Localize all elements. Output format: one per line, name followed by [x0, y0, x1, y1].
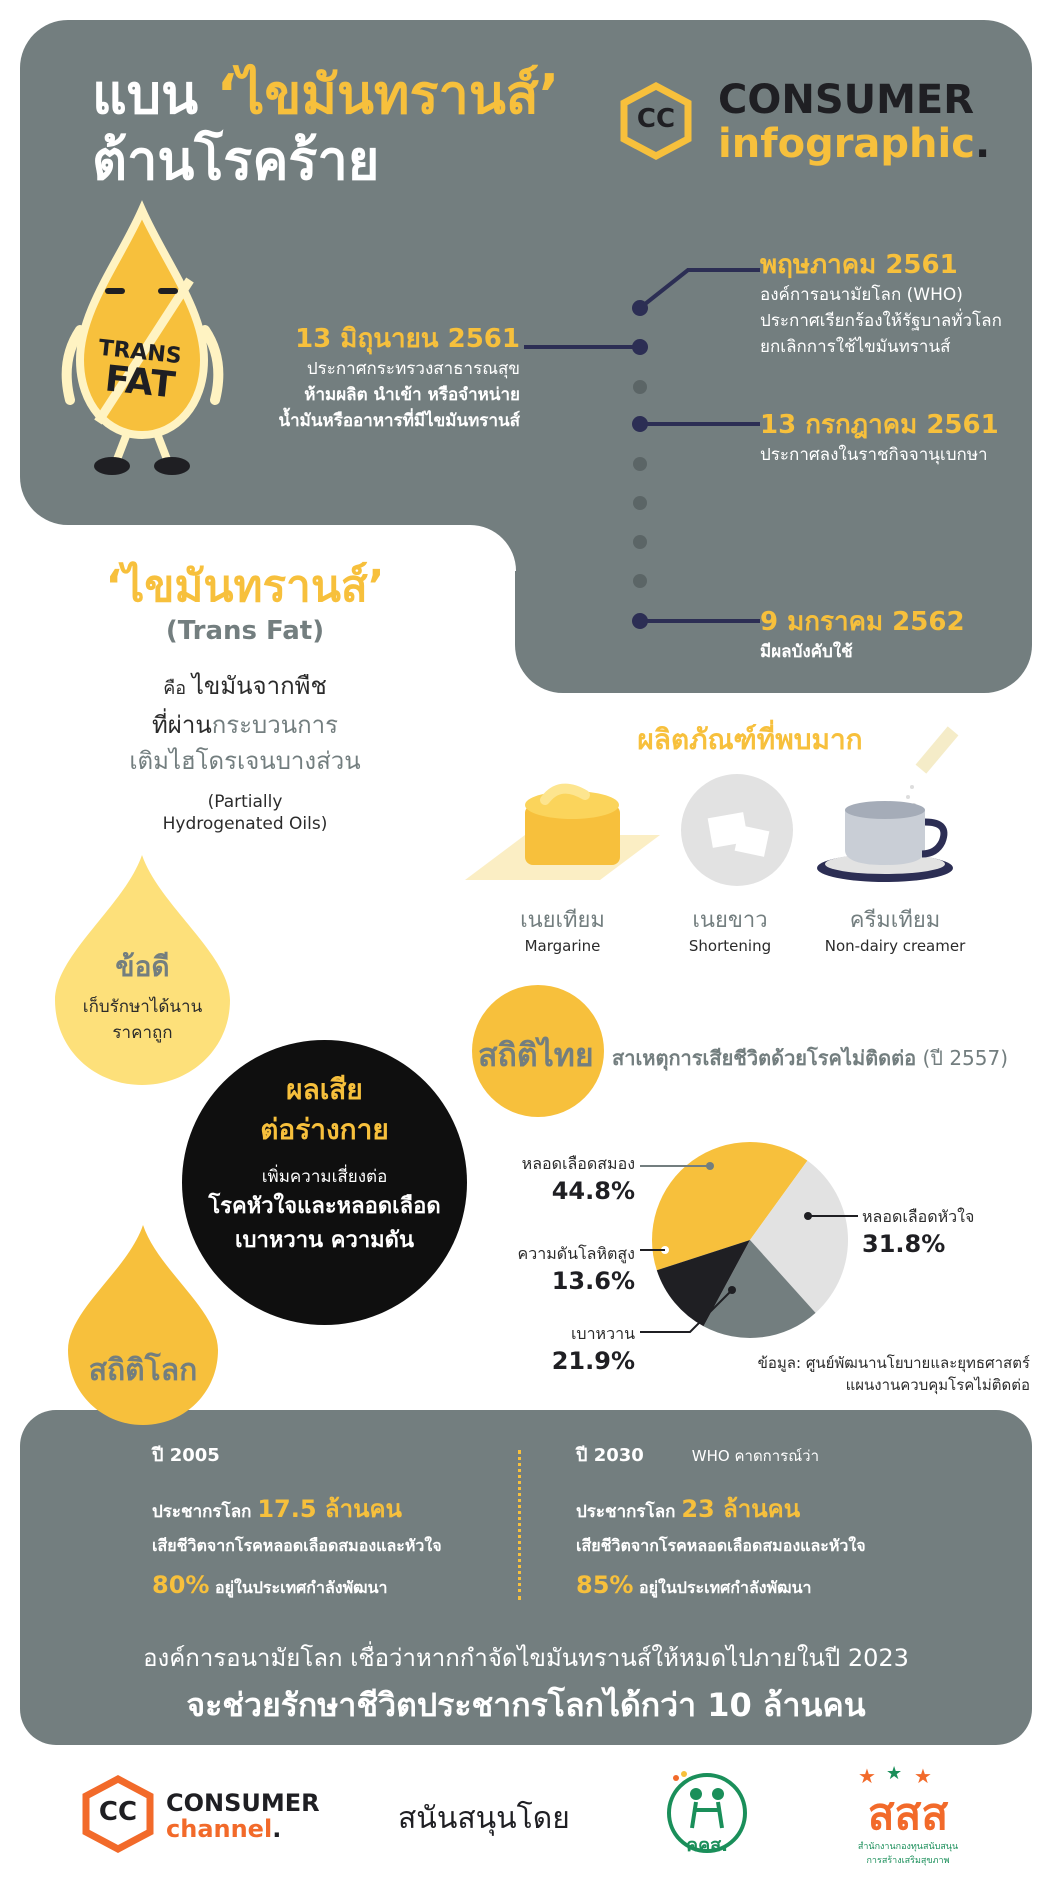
- world-pop-prefix: ประชากรโลก: [152, 1502, 258, 1522]
- world-note: WHO คาดการณ์ว่า: [691, 1447, 820, 1465]
- footer-brand-dot: .: [272, 1815, 282, 1843]
- timeline-event-may: [760, 248, 1030, 360]
- world-conclusion1: องค์การอนามัยโลก เชื่อว่าหากกำจัดไขมันทรานส์ให้หมดไปภายในปี 2023: [143, 1644, 909, 1672]
- partner2-name: สสส: [867, 1789, 949, 1840]
- pie-label: หลอดเลือดหัวใจ: [862, 1207, 975, 1226]
- page-title: [92, 62, 559, 194]
- definition-english-line: Hydrogenated Oils): [162, 814, 328, 834]
- source-line1: ศูนย์พัฒนานโยบายและยุทธศาสตร์: [805, 1354, 1030, 1372]
- timeline-dot: [633, 380, 647, 394]
- definition-highlight: กระบวนการ: [211, 711, 339, 739]
- brand-name-top: CONSUMER: [718, 77, 975, 123]
- world-pct: 80%: [152, 1571, 210, 1599]
- event-line: ยกเลิกการใช้ไขมันทรานส์: [760, 337, 951, 357]
- footer-logo: [82, 1775, 154, 1853]
- svg-text:★: ★: [858, 1765, 876, 1787]
- pros-line1: เก็บรักษาได้นาน: [82, 997, 203, 1017]
- event-line: ประกาศลงในราชกิจจานุเบกษา: [760, 445, 988, 465]
- footer-support: สนันสนุนโดย: [398, 1801, 570, 1836]
- world-pct: 85%: [576, 1571, 634, 1599]
- world-pop-prefix: ประชากรโลก: [576, 1502, 682, 1522]
- world-conclusion2: จะช่วยรักษาชีวิตประชากรโลกได้กว่า 10 ล้านคน: [186, 1686, 866, 1724]
- stats-source: [640, 1352, 1030, 1396]
- pie-label-diabetes: [440, 1322, 635, 1375]
- world-badge-text: สถิติโลก: [88, 1353, 198, 1388]
- pie-value: 31.8%: [862, 1230, 946, 1258]
- pie-value: 44.8%: [551, 1177, 635, 1205]
- pie-label-heart: [862, 1205, 1022, 1258]
- event-date: พฤษภาคม 2561: [760, 250, 958, 280]
- definition-text: ที่ผ่าน: [151, 711, 212, 739]
- pros-title: ข้อดี: [115, 950, 170, 983]
- drop-shape-icon: [68, 1225, 218, 1425]
- product-english: Non-dairy creamer: [824, 937, 966, 955]
- cons-line1: เพิ่มความเสี่ยงต่อ: [261, 1167, 388, 1187]
- brand-dot: .: [974, 121, 991, 167]
- definition-english: [60, 791, 430, 835]
- product-thai: เนยเทียม: [520, 908, 605, 933]
- world-year: ปี 2005: [152, 1445, 220, 1466]
- margarine-icon: [465, 770, 660, 890]
- timeline-dot-may: [632, 300, 648, 316]
- definition-english-line: (Partially: [207, 792, 283, 812]
- stars-icon: [848, 1765, 968, 1787]
- world-pct-text: อยู่ในประเทศกำลังพัฒนา: [209, 1578, 388, 1597]
- definition-prefix: คือ: [163, 678, 192, 699]
- event-line: น้ำมันหรืออาหารที่มีไขมันทรานส์: [278, 411, 520, 431]
- pie-label: เบาหวาน: [570, 1324, 635, 1343]
- timeline-dot-july: [632, 416, 648, 432]
- title-highlight: ‘ไขมันทรานส์’: [216, 63, 560, 126]
- brand-name-bottom-wrap: [718, 122, 990, 166]
- svg-text:★: ★: [886, 1765, 903, 1784]
- timeline-dot-jan: [632, 613, 648, 629]
- mascot-text-fat: FAT: [103, 358, 177, 407]
- world-2005: [152, 1440, 512, 1601]
- source-label: ข้อมูล:: [757, 1354, 806, 1372]
- timeline-dot-june: [632, 339, 648, 355]
- brand-name-bottom: infographic: [718, 121, 975, 167]
- event-line: องค์การอนามัยโลก (WHO): [760, 285, 963, 305]
- partner-thaihealth-logo: [848, 1765, 968, 1867]
- product-english: Shortening: [688, 937, 772, 955]
- pie-label: หลอดเลือดสมอง: [521, 1154, 635, 1173]
- footer-brand: [166, 1790, 320, 1842]
- mascot-text-trans: TRANS: [97, 335, 183, 370]
- brand-logo: [620, 82, 692, 160]
- product-english: Margarine: [524, 937, 601, 955]
- svg-text:★: ★: [914, 1765, 932, 1787]
- pie-label-pressure: [440, 1242, 635, 1295]
- left-connector: [524, 344, 644, 350]
- brand-name: [718, 78, 990, 166]
- event-line: มีผลบังคับใช้: [760, 642, 853, 662]
- pie-value: 21.9%: [551, 1347, 635, 1375]
- partner1-name: คคส.: [686, 1835, 728, 1856]
- pie-label-stroke: [440, 1152, 635, 1205]
- definition-line3: เติมไฮโดรเจนบางส่วน: [129, 747, 361, 775]
- definition-body: [60, 668, 430, 779]
- world-pct-text: อยู่ในประเทศกำลังพัฒนา: [633, 1578, 812, 1597]
- footer-logo-text: CC: [98, 1797, 138, 1827]
- timeline-dot: [633, 574, 647, 588]
- product-thai: เนยขาว: [692, 908, 768, 933]
- timeline-dot: [633, 496, 647, 510]
- world-year-row: [576, 1440, 1016, 1469]
- product-shortening: [665, 770, 795, 955]
- event-date: 9 มกราคม 2562: [760, 607, 965, 637]
- coffee-cup-icon: [810, 770, 980, 890]
- world-2030: [576, 1440, 1016, 1601]
- thai-stats-title: [612, 1042, 1008, 1074]
- footer-brand-bottom: channel: [166, 1815, 273, 1843]
- footer-brand-top: CONSUMER: [166, 1789, 320, 1817]
- world-divider: [518, 1450, 521, 1600]
- event-date: 13 กรกฎาคม 2561: [760, 410, 999, 440]
- partner-kks-logo: [662, 1768, 752, 1858]
- partner2-line2: การสร้างเสริมสุขภาพ: [866, 1856, 950, 1866]
- event-line: ประกาศเรียกร้องให้รัฐบาลทั่วโลก: [760, 311, 1002, 331]
- brand-logo-text: CC: [636, 104, 676, 134]
- world-pct-line: [152, 1571, 512, 1601]
- definition-line2: [60, 707, 430, 743]
- footer-brand-bottom-wrap: [166, 1816, 320, 1842]
- world-pop: [576, 1489, 1016, 1528]
- event-line: ห้ามผลิต นำเข้า หรือจำหน่าย: [304, 385, 520, 405]
- event-line: ประกาศกระทรวงสาธารณสุข: [306, 359, 520, 379]
- pie-leader-lines: [600, 1150, 860, 1350]
- cons-line3: เบาหวาน ความดัน: [235, 1228, 414, 1253]
- cons-title2: ต่อร่างกาย: [260, 1113, 389, 1146]
- cons-line2: โรคหัวใจและหลอดเลือด: [208, 1194, 441, 1219]
- definition-line1: [60, 668, 430, 707]
- timeline-dot: [633, 535, 647, 549]
- definition-title: ‘ไขมันทรานส์’: [105, 561, 385, 612]
- trans-fat-mascot: [40, 200, 240, 480]
- stats-year: (ปี 2557): [916, 1046, 1009, 1070]
- definition-block: [60, 560, 430, 835]
- cons-title1: ผลเสีย: [286, 1073, 363, 1106]
- world-pct-line: [576, 1571, 1016, 1601]
- event-date: 13 มิถุนายน 2561: [295, 324, 520, 354]
- partner2-line1: สำนักงานกองทุนสนับสนุน: [857, 1842, 959, 1852]
- product-creamer: [810, 770, 980, 955]
- pros-drop: [55, 855, 230, 1085]
- product-margarine: [465, 770, 660, 955]
- world-line: เสียชีวิตจากโรคหลอดเลือดสมองและหัวใจ: [576, 1536, 866, 1555]
- title-line2: ต้านโรคร้าย: [92, 129, 380, 192]
- timeline-event-july: [760, 408, 1030, 468]
- title-prefix: แบน: [92, 63, 217, 126]
- definition-text: ไขมันจากพืช: [191, 672, 327, 700]
- timeline-left-event: [240, 322, 520, 434]
- source-line2: แผนงานควบคุมโรคไม่ติดต่อ: [845, 1376, 1030, 1394]
- world-line: เสียชีวิตจากโรคหลอดเลือดสมองและหัวใจ: [152, 1536, 442, 1555]
- world-pop-value: 23 ล้านคน: [681, 1495, 801, 1523]
- definition-subtitle: (Trans Fat): [165, 616, 325, 646]
- world-badge-drop: [68, 1225, 218, 1425]
- timeline-dot: [633, 457, 647, 471]
- stats-title-text: สาเหตุการเสียชีวิตด้วยโรคไม่ติดต่อ: [612, 1046, 917, 1070]
- shortening-icon: [665, 770, 795, 890]
- world-pop-value: 17.5 ล้านคน: [257, 1495, 402, 1523]
- pie-value: 13.6%: [551, 1267, 635, 1295]
- source-line1-wrap: [640, 1352, 1030, 1374]
- thai-stats-badge-text: สถิติไทย: [478, 1036, 594, 1074]
- products-title: ผลิตภัณฑ์ที่พบมาก: [637, 723, 863, 756]
- pros-line2: ราคาถูก: [112, 1023, 173, 1043]
- world-year: ปี 2030: [576, 1445, 644, 1466]
- world-pop: [152, 1489, 512, 1528]
- pie-label: ความดันโลหิตสูง: [517, 1244, 635, 1263]
- cons-circle: [182, 1040, 467, 1325]
- timeline-event-jan: [760, 605, 1030, 665]
- product-thai: ครีมเทียม: [849, 908, 941, 933]
